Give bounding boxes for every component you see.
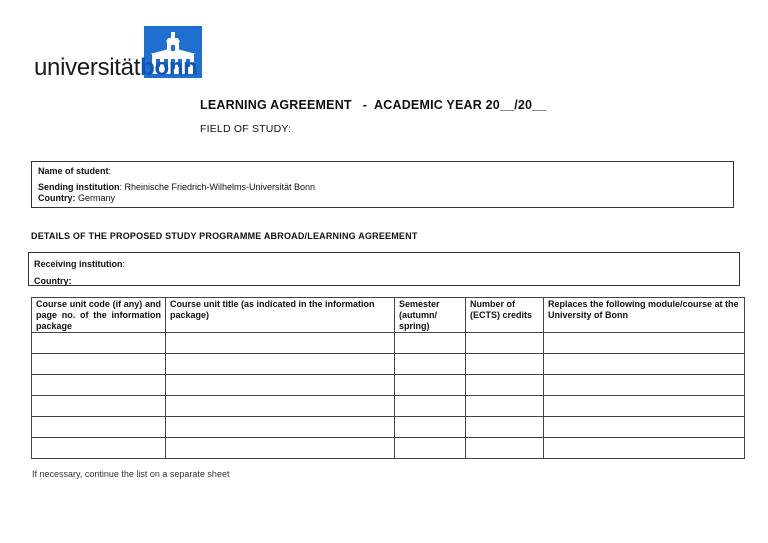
table-cell[interactable] (466, 438, 544, 459)
table-cell[interactable] (395, 375, 466, 396)
logo-wordmark (34, 56, 198, 80)
table-cell[interactable] (166, 333, 395, 354)
table-cell[interactable] (166, 438, 395, 459)
table-cell[interactable] (166, 396, 395, 417)
field-of-study-label: FIELD OF STUDY: (200, 123, 292, 135)
table-cell[interactable] (544, 417, 745, 438)
table-row (32, 438, 745, 459)
table-cell[interactable] (466, 396, 544, 417)
student-name-colon: : (108, 166, 112, 176)
table-cell[interactable] (544, 396, 745, 417)
document-title: LEARNING AGREEMENT - ACADEMIC YEAR 20__/20__ (200, 98, 547, 112)
course-table (31, 297, 745, 459)
table-cell[interactable] (166, 375, 395, 396)
footnote: If necessary, continue the list on a separate sheet (32, 469, 230, 479)
table-cell[interactable] (395, 417, 466, 438)
university-bonn-logo (34, 24, 204, 86)
student-info-box (31, 161, 734, 208)
table-cell[interactable] (544, 333, 745, 354)
table-cell[interactable] (166, 354, 395, 375)
table-row (32, 375, 745, 396)
header-course-unit-code: Course unit code (if any) and page no. of the information package (32, 298, 166, 333)
logo-text-bold: bonn (140, 54, 198, 81)
header-replaces-module: Replaces the following module/course at the University of Bonn (544, 298, 745, 333)
table-cell[interactable] (395, 333, 466, 354)
receiving-country-label: Country: (34, 276, 72, 286)
table-cell[interactable] (544, 354, 745, 375)
section-heading: DETAILS OF THE PROPOSED STUDY PROGRAMME ABROAD/LEARNING AGREEMENT (31, 231, 418, 241)
student-country-label: Country: (38, 193, 76, 203)
table-row (32, 354, 745, 375)
sending-institution-label: Sending institution (38, 182, 120, 192)
student-country-row (38, 193, 727, 204)
table-cell[interactable] (32, 333, 166, 354)
student-name-label: Name of student (38, 166, 109, 176)
table-cell[interactable] (32, 396, 166, 417)
table-cell[interactable] (466, 333, 544, 354)
sending-institution-value: : Rheinische Friedrich-Wilhelms-Universität Bonn (119, 182, 316, 192)
table-cell[interactable] (32, 438, 166, 459)
receiving-institution-label: Receiving institution (34, 259, 123, 269)
table-cell[interactable] (395, 354, 466, 375)
receiving-institution-row (34, 259, 734, 270)
table-row (32, 333, 745, 354)
table-cell[interactable] (544, 375, 745, 396)
table-cell[interactable] (166, 417, 395, 438)
student-name-row (38, 166, 727, 177)
sending-institution-row (38, 182, 727, 193)
header-ects-credits: Number of (ECTS) credits (466, 298, 544, 333)
table-row (32, 396, 745, 417)
table-cell[interactable] (395, 438, 466, 459)
table-cell[interactable] (32, 354, 166, 375)
header-semester: Semester (autumn/ spring) (395, 298, 466, 333)
header-course-unit-title: Course unit title (as indicated in the information package) (166, 298, 395, 333)
table-cell[interactable] (466, 375, 544, 396)
table-cell[interactable] (32, 375, 166, 396)
student-country-value: Germany (75, 193, 116, 203)
receiving-institution-box (28, 252, 740, 286)
receiving-institution-colon: : (122, 259, 126, 269)
table-cell[interactable] (466, 354, 544, 375)
table-cell[interactable] (32, 417, 166, 438)
table-cell[interactable] (544, 438, 745, 459)
table-header-row (32, 298, 745, 333)
table-cell[interactable] (395, 396, 466, 417)
table-row (32, 417, 745, 438)
table-cell[interactable] (466, 417, 544, 438)
logo-text-plain: universität (34, 54, 141, 81)
